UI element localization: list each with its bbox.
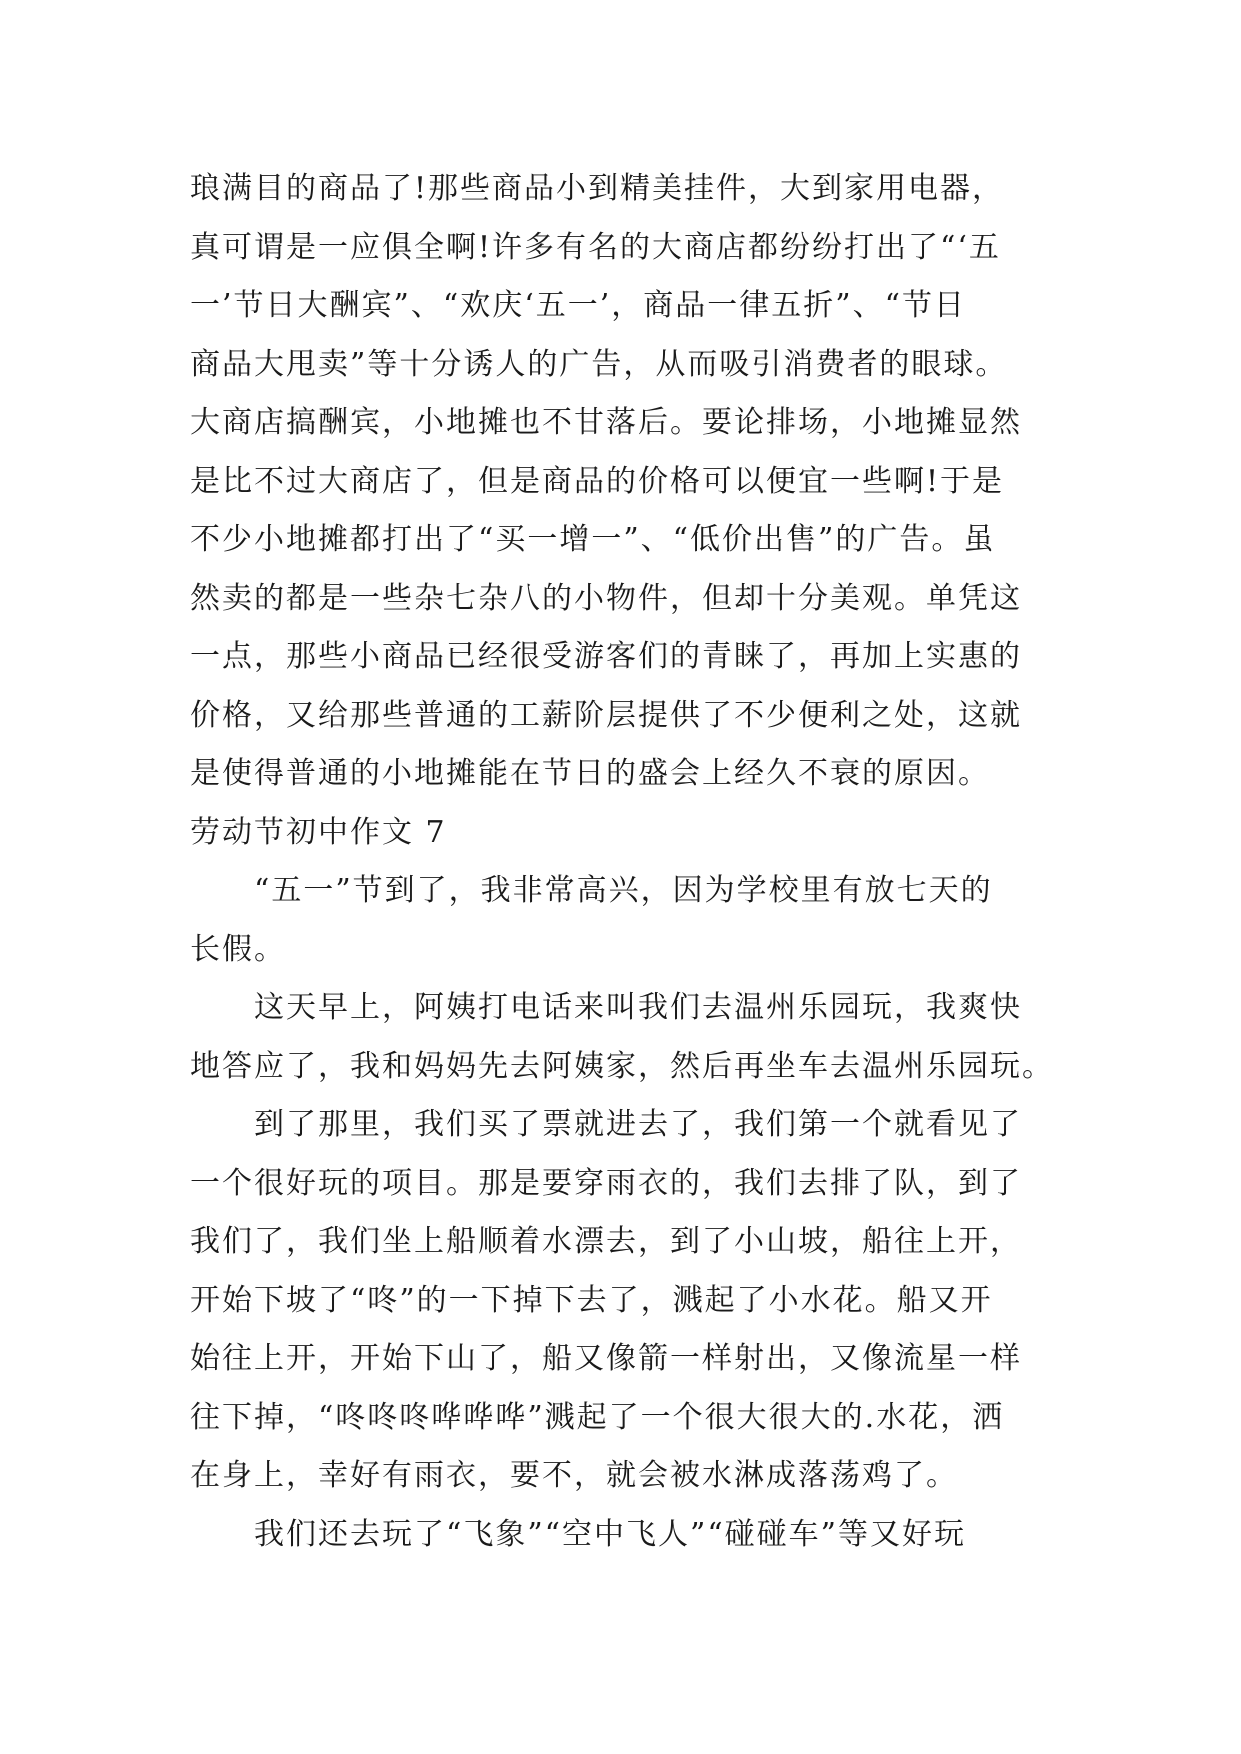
text-line: 是使得普通的小地摊能在节日的盛会上经久不衰的原因。 <box>190 756 990 791</box>
text-line: 地答应了，我和妈妈先去阿姨家，然后再坐车去温州乐园玩。 <box>190 1048 1054 1084</box>
text-line: 到了那里，我们买了票就进去了，我们第一个就看见了 <box>254 1107 1022 1142</box>
text-line: “五一”节到了，我非常高兴，因为学校里有放七天的 <box>254 873 993 908</box>
document-body <box>190 160 1054 1564</box>
text-line: 大商店搞酬宾，小地摊也不甘落后。要论排场，小地摊显然 <box>190 405 1022 440</box>
text-line: 往下掉，“咚咚咚哗哗哗”溅起了一个很大很大的.水花，洒 <box>190 1399 1005 1435</box>
text-line: 这天早上，阿姨打电话来叫我们去温州乐园玩，我爽快 <box>254 990 1022 1025</box>
text-line: 是比不过大商店了，但是商品的价格可以便宜一些啊!于是 <box>190 463 1005 499</box>
text-line: 我们了，我们坐上船顺着水漂去，到了小山坡，船往上开， <box>190 1224 1022 1259</box>
text-line: 一个很好玩的项目。那是要穿雨衣的，我们去排了队，到了 <box>190 1165 1022 1201</box>
text-line: 劳动节初中作文 7 <box>190 814 447 850</box>
text-line: 始往上开，开始下山了，船又像箭一样射出，又像流星一样 <box>190 1341 1022 1376</box>
text-line: 我们还去玩了“飞象”“空中飞人”“碰碰车”等又好玩 <box>254 1516 967 1552</box>
text-line: 然卖的都是一些杂七杂八的小物件，但却十分美观。单凭这 <box>190 580 1022 616</box>
text-line: 商品大甩卖”等十分诱人的广告，从而吸引消费者的眼球。 <box>190 346 1008 382</box>
text-line: 不少小地摊都打出了“买一增一”、“低价出售”的广告。虽 <box>190 522 996 557</box>
text-line: 价格，又给那些普通的工薪阶层提供了不少便利之处，这就 <box>190 697 1022 733</box>
text-line: 一点，那些小商品已经很受游客们的青睐了，再加上实惠的 <box>190 639 1022 674</box>
text-line: 琅满目的商品了!那些商品小到精美挂件，大到家用电器， <box>190 171 1005 206</box>
text-line: 真可谓是一应俱全啊!许多有名的大商店都纷纷打出了“‘五 <box>190 229 1001 265</box>
text-line: 开始下坡了“咚”的一下掉下去了，溅起了小水花。船又开 <box>190 1282 993 1318</box>
text-line: 长假。 <box>190 931 286 967</box>
text-line: 一’节日大酬宾”、“欢庆‘五一’，商品一律五折”、“节日 <box>190 288 966 323</box>
text-line: 在身上，幸好有雨衣，要不，就会被水淋成落荡鸡了。 <box>190 1458 958 1493</box>
